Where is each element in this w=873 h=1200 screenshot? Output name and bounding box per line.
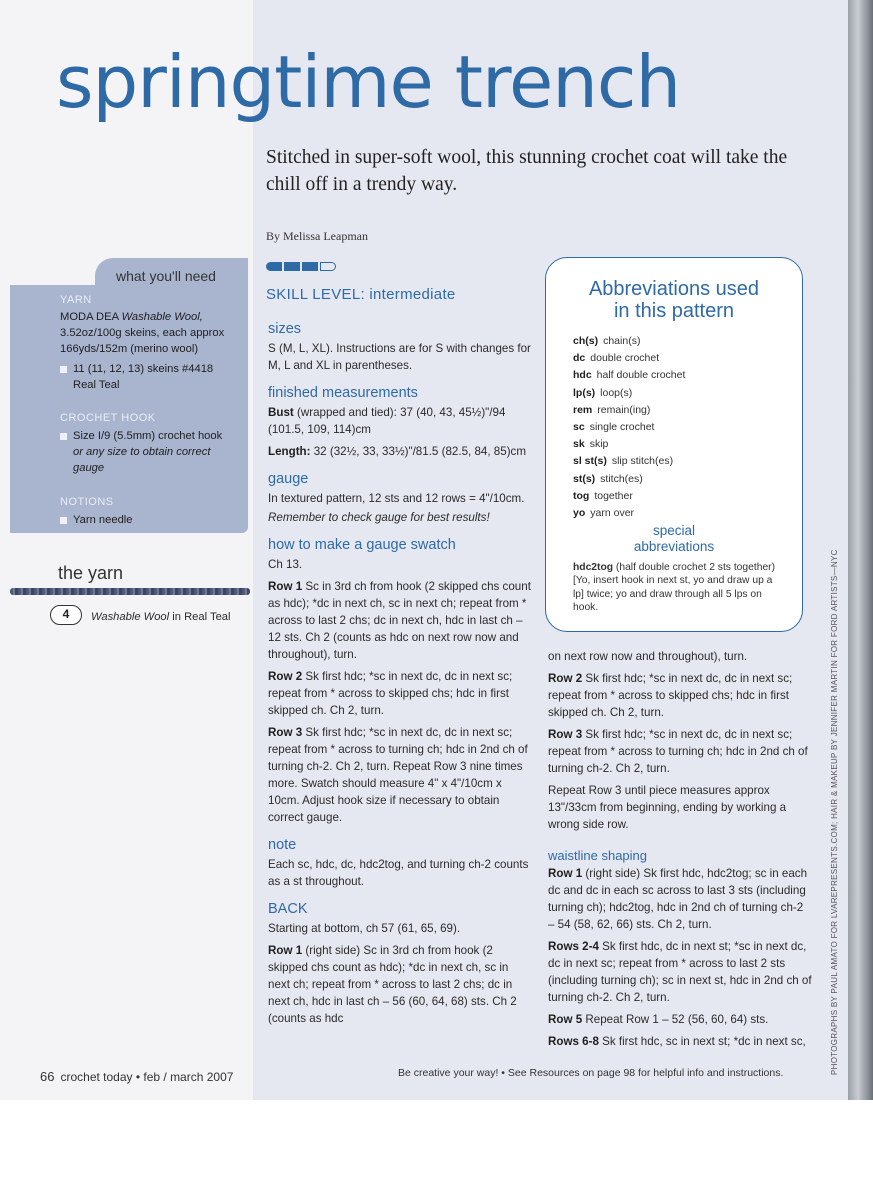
yarn-qty-1: 11 (11, 12, 13) skeins #4418: [73, 363, 214, 375]
skill-block-empty-icon: [320, 262, 336, 271]
swatch-ch: Ch 13.: [268, 558, 303, 571]
footer-left: [40, 1069, 233, 1084]
abbreviations-list: [573, 333, 685, 522]
abbreviation-item: yo yarn over: [573, 507, 635, 520]
back-heading: BACK: [268, 901, 308, 917]
gauge-reminder: Remember to check gauge for best results!: [268, 511, 490, 524]
notions-item: Yarn needle: [73, 514, 133, 526]
yarn-spec-2: 166yds/152m (merino wool): [60, 343, 199, 355]
skill-block-icon: [284, 262, 300, 271]
page-edge: [848, 0, 873, 1100]
hook-heading: CROCHET HOOK: [60, 412, 156, 424]
photo-credit: PHOTOGRAPHS BY PAUL AMATO FOR LVAREPRESENTS.COM; HAIR & MAKEUP BY JENNIFER MARTIN FOR FORD ARTISTS—NYC: [830, 549, 839, 1075]
page-number: 66: [40, 1069, 55, 1084]
byline: By Melissa Leapman: [266, 229, 368, 243]
column-2: [548, 648, 812, 1055]
abbreviations-box: [545, 257, 803, 632]
yarn-spec-1: 3.52oz/100g skeins, each approx: [60, 327, 225, 339]
special-abbreviations-title: special abbreviations: [633, 523, 715, 554]
abbreviation-item: st(s) stitch(es): [573, 472, 643, 485]
magazine-issue: crochet today • feb / march 2007: [60, 1070, 234, 1084]
waist-row1: Row 1 (right side) Sk first hdc, hdc2tog; sc in each dc and dc in each sc across to last 3 sts (including turning ch); hdc2tog, hdc in 2nd ch of turning ch-2 – 54 (58, 62, 66) sts. Ch 2, turn.: [548, 867, 808, 931]
length-measure: Length: 32 (32½, 33, 33½)"/81.5 (82.5, 84, 85)cm: [268, 445, 527, 458]
notions-heading: NOTIONS: [60, 496, 114, 508]
hook-size: Size I/9 (5.5mm) crochet hook: [73, 430, 223, 442]
back-continued: on next row now and throughout), turn.: [548, 650, 748, 663]
what-you-need-title: what you'll need: [116, 268, 216, 284]
back-start: Starting at bottom, ch 57 (61, 65, 69).: [268, 922, 461, 935]
swatch-row2: Row 2 Sk first hdc; *sc in next dc, dc in next sc; repeat from * across to skipped chs; hdc in first skipped ch. Ch 2, turn.: [268, 670, 513, 717]
special-abbreviation: hdc2tog (half double crochet 2 sts together) [Yo, insert hook in next st, yo and draw up a lp] twice; yo and draw through all 5 lps on hook.: [573, 562, 776, 614]
hook-note-2: gauge: [73, 462, 105, 474]
bullet-icon: [60, 366, 67, 373]
abbreviation-item: rem remain(ing): [573, 403, 651, 416]
yarn-weight-icon: 4: [50, 605, 82, 625]
yarn-strand-icon: [10, 588, 250, 595]
abbreviation-item: tog together: [573, 489, 633, 502]
gauge-heading: gauge: [268, 471, 309, 487]
back-row3: Row 3 Sk first hdc; *sc in next dc, dc in next sc; repeat from * across to turning ch; hdc in 2nd ch of turning ch-2. Ch 2, turn.: [548, 728, 808, 775]
swatch-row3: Row 3 Sk first hdc; *sc in next dc, dc in next sc; repeat from * across to turning ch; hdc in 2nd ch of turning ch-2. Ch 2, turn. Repeat Row 3 nine times more. Swatch should measure 4" x 4"/10cm x 10cm. Adjust hook size if necessary to obtain correct gauge.: [268, 726, 528, 824]
swatch-heading: how to make a gauge swatch: [268, 537, 456, 553]
skill-block-icon: [266, 262, 282, 271]
skill-block-icon: [302, 262, 318, 271]
bullet-icon: [60, 433, 67, 440]
waist-row5: Row 5 Repeat Row 1 – 52 (56, 60, 64) sts.: [548, 1013, 769, 1026]
skill-level: SKILL LEVEL: intermediate: [266, 286, 456, 303]
waist-rows6-8: Rows 6-8 Sk first hdc, sc in next st; *dc in next sc,: [548, 1035, 806, 1048]
abbreviation-item: dc double crochet: [573, 352, 660, 365]
gauge-text: In textured pattern, 12 sts and 12 rows = 4"/10cm.: [268, 492, 525, 505]
abbreviations-title: Abbreviations used in this pattern: [588, 278, 760, 322]
waist-heading: waistline shaping: [548, 848, 648, 863]
footer-right: Be creative your way! • See Resources on page 98 for helpful info and instructions.: [398, 1067, 784, 1079]
the-yarn-title: the yarn: [58, 563, 124, 583]
sizes-heading: sizes: [268, 321, 302, 337]
yarn-heading: YARN: [60, 294, 92, 306]
abbreviation-item: lp(s) loop(s): [573, 386, 633, 399]
back-row1: Row 1 (right side) Sc in 3rd ch from hook (2 skipped chs count as hdc); *dc in next ch, sc in next ch; repeat from * across to last 2 chs; dc in next ch, hdc in last ch – 56 (60, 64, 68) sts. Ch 2 (counts as hdc: [268, 944, 517, 1025]
note-text: Each sc, hdc, dc, hdc2tog, and turning ch-2 counts as a st throughout.: [268, 858, 529, 888]
bullet-icon: [60, 517, 67, 524]
sizes-text: S (M, L, XL). Instructions are for S with changes for M, L and XL in parentheses.: [268, 342, 531, 372]
back-repeat: Repeat Row 3 until piece measures approx 13"/33cm from beginning, ending by working a wrong side row.: [548, 784, 787, 831]
skill-level-icon: [266, 262, 336, 271]
hook-note-1: or any size to obtain correct: [73, 446, 211, 458]
yarn-name: Washable Wool in Real Teal: [91, 611, 231, 623]
abbreviation-item: sl st(s) slip stitch(es): [573, 455, 674, 468]
note-heading: note: [268, 837, 297, 853]
subtitle: Stitched in super-soft wool, this stunning crochet coat will take the chill off in a trendy way.: [266, 147, 788, 195]
yarn-brand: MODA DEA Washable Wool,: [60, 311, 203, 323]
abbreviation-item: hdc half double crochet: [573, 369, 686, 382]
abbreviation-item: sk skip: [573, 438, 609, 451]
column-1: [268, 320, 532, 1032]
bust-measure: Bust (wrapped and tied): 37 (40, 43, 45½)"/94 (101.5, 109, 114)cm: [268, 406, 506, 436]
yarn-qty-2: Real Teal: [73, 379, 120, 391]
page-title: springtime trench: [56, 40, 681, 124]
abbreviation-item: ch(s) chain(s): [573, 335, 641, 347]
abbreviation-item: sc single crochet: [573, 421, 655, 434]
waist-rows2-4: Rows 2-4 Sk first hdc, dc in next st; *sc in next dc, dc in next sc; repeat from * across to last 2 sts (including turning ch); sc in next st, hdc in 2nd ch of turning ch-2. Ch 2, turn.: [548, 940, 812, 1004]
swatch-row1: Row 1 Sc in 3rd ch from hook (2 skipped chs count as hdc); *dc in next ch, sc in next ch; repeat from * across to last 2 chs; dc in next ch, hdc in last ch – 12 sts. Ch 2 (counts as hdc on next row now and throughout), turn.: [268, 580, 531, 661]
back-row2: Row 2 Sk first hdc; *sc in next dc, dc in next sc; repeat from * across to skipped chs; hdc in first skipped ch. Ch 2, turn.: [548, 672, 793, 719]
finished-heading: finished measurements: [268, 385, 418, 401]
